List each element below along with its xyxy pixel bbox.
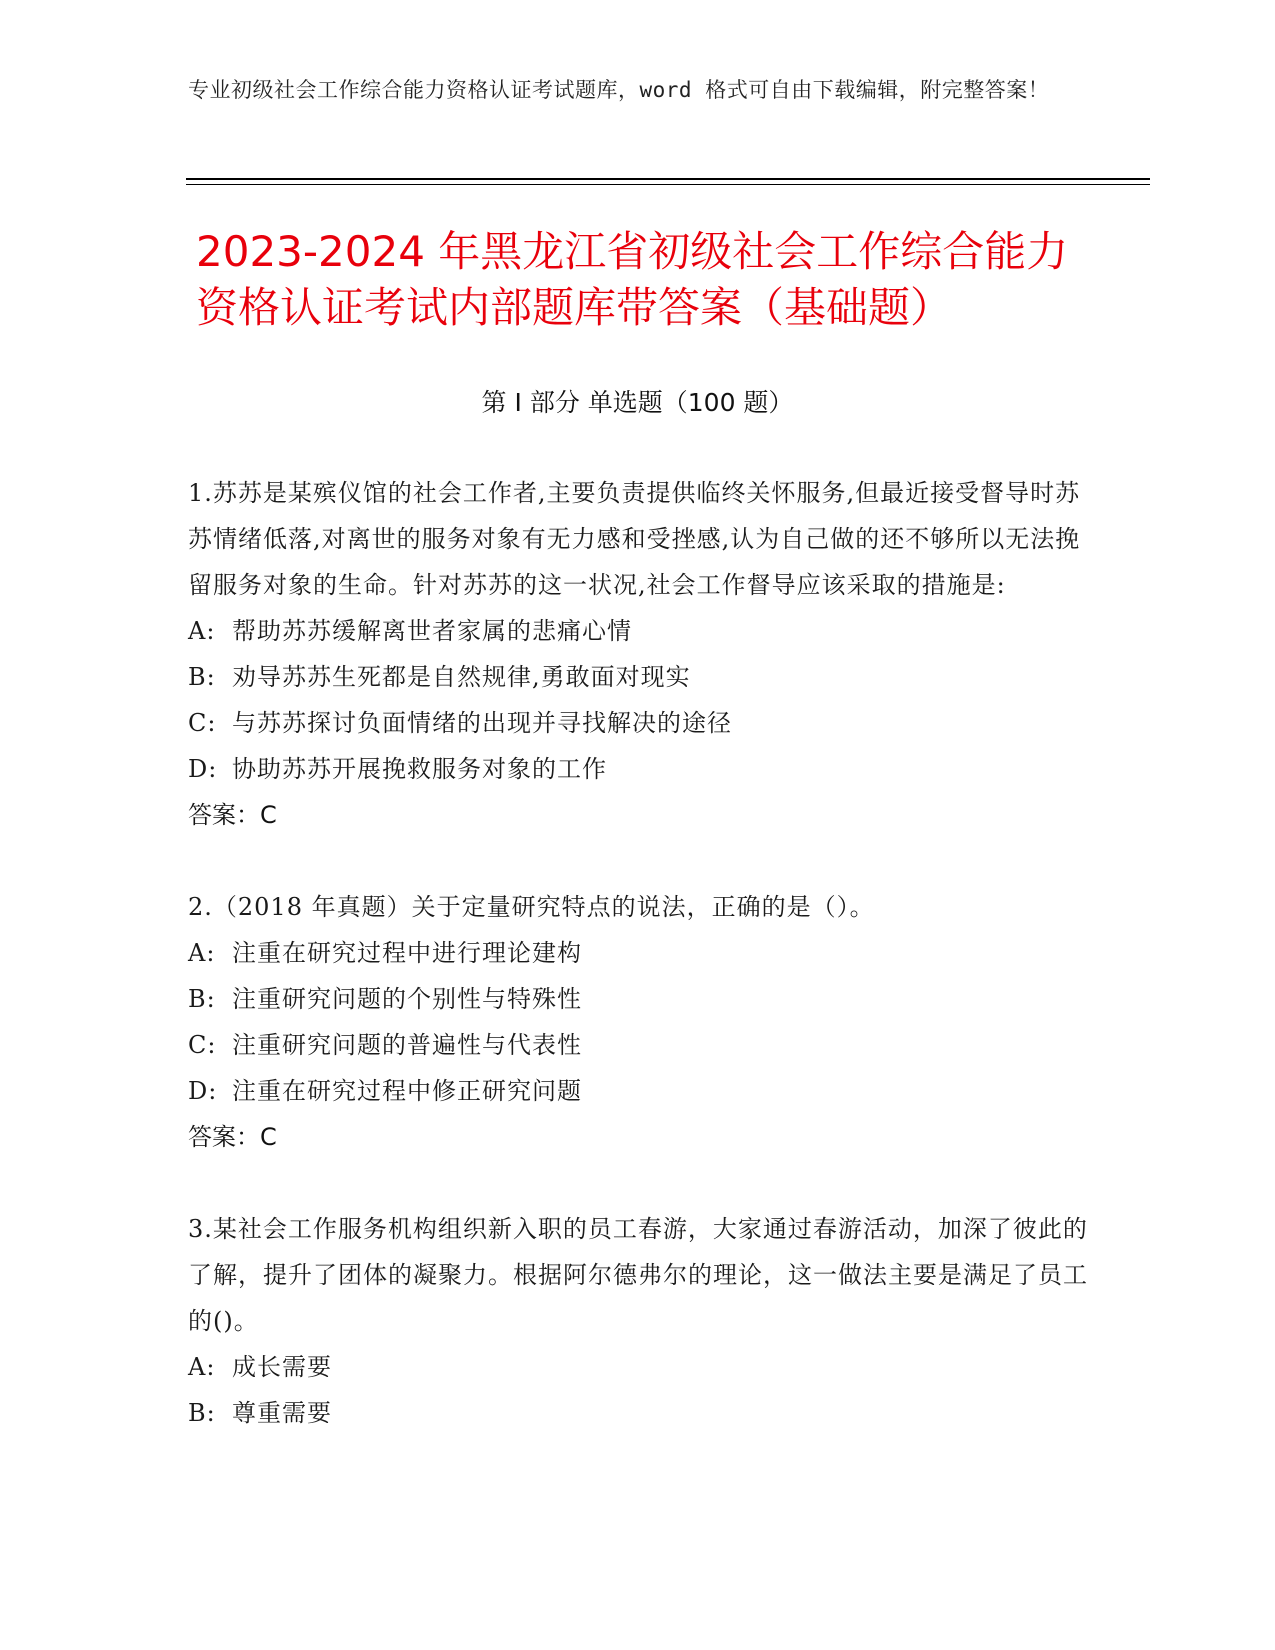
header-note: 专业初级社会工作综合能力资格认证考试题库，word 格式可自由下载编辑，附完整答案！ [188, 78, 1050, 102]
option-key: A: [188, 939, 216, 967]
answer-line: 答案：C [188, 801, 277, 829]
question-2 [188, 884, 1088, 1160]
option-key: D: [188, 1077, 218, 1105]
option-text: 注重在研究过程中修正研究问题 [232, 1077, 582, 1105]
header-divider-thick [186, 178, 1150, 180]
option-b [188, 1390, 1088, 1436]
option-key: D: [188, 755, 218, 783]
option-key: B: [188, 663, 216, 691]
option-key: C: [188, 709, 217, 737]
option-text: 协助苏苏开展挽救服务对象的工作 [232, 755, 607, 783]
option-key: B: [188, 1399, 216, 1427]
question-3 [188, 1206, 1088, 1436]
question-list [188, 470, 1088, 1482]
question-1 [188, 470, 1088, 838]
option-key: B: [188, 985, 216, 1013]
option-text: 注重研究问题的普遍性与代表性 [232, 1031, 582, 1059]
option-text: 成长需要 [232, 1353, 332, 1381]
option-a [188, 1344, 1088, 1390]
option-b [188, 654, 1088, 700]
option-key: C: [188, 1031, 217, 1059]
document-title: 2023-2024 年黑龙江省初级社会工作综合能力资格认证考试内部题库带答案（基础题） [196, 227, 1069, 332]
header-divider-thin [186, 184, 1150, 185]
question-stem: 1.苏苏是某殡仪馆的社会工作者,主要负责提供临终关怀服务,但最近接受督导时苏苏情绪低落,对离世的服务对象有无力感和受挫感,认为自己做的还不够所以无法挽留服务对象的生命。针对苏苏的这一状况,社会工作督导应该采取的措施是: [188, 479, 1081, 599]
option-c [188, 700, 1088, 746]
option-key: A: [188, 1353, 216, 1381]
section-heading: 第 I 部分 单选题（100 题） [481, 388, 794, 417]
question-stem: 2.（2018 年真题）关于定量研究特点的说法，正确的是（）。 [188, 893, 875, 921]
option-c [188, 1022, 1088, 1068]
option-d [188, 746, 1088, 792]
option-d [188, 1068, 1088, 1114]
option-text: 注重在研究过程中进行理论建构 [232, 939, 582, 967]
option-text: 注重研究问题的个别性与特殊性 [232, 985, 582, 1013]
option-text: 尊重需要 [232, 1399, 332, 1427]
option-a [188, 608, 1088, 654]
option-a [188, 930, 1088, 976]
option-text: 帮助苏苏缓解离世者家属的悲痛心情 [232, 617, 632, 645]
question-stem: 3.某社会工作服务机构组织新入职的员工春游，大家通过春游活动，加深了彼此的了解，提升了团体的凝聚力。根据阿尔德弗尔的理论，这一做法主要是满足了员工的()。 [188, 1215, 1088, 1335]
option-key: A: [188, 617, 216, 645]
answer-line: 答案：C [188, 1123, 277, 1151]
option-b [188, 976, 1088, 1022]
option-text: 劝导苏苏生死都是自然规律,勇敢面对现实 [232, 663, 691, 691]
option-text: 与苏苏探讨负面情绪的出现并寻找解决的途径 [232, 709, 732, 737]
